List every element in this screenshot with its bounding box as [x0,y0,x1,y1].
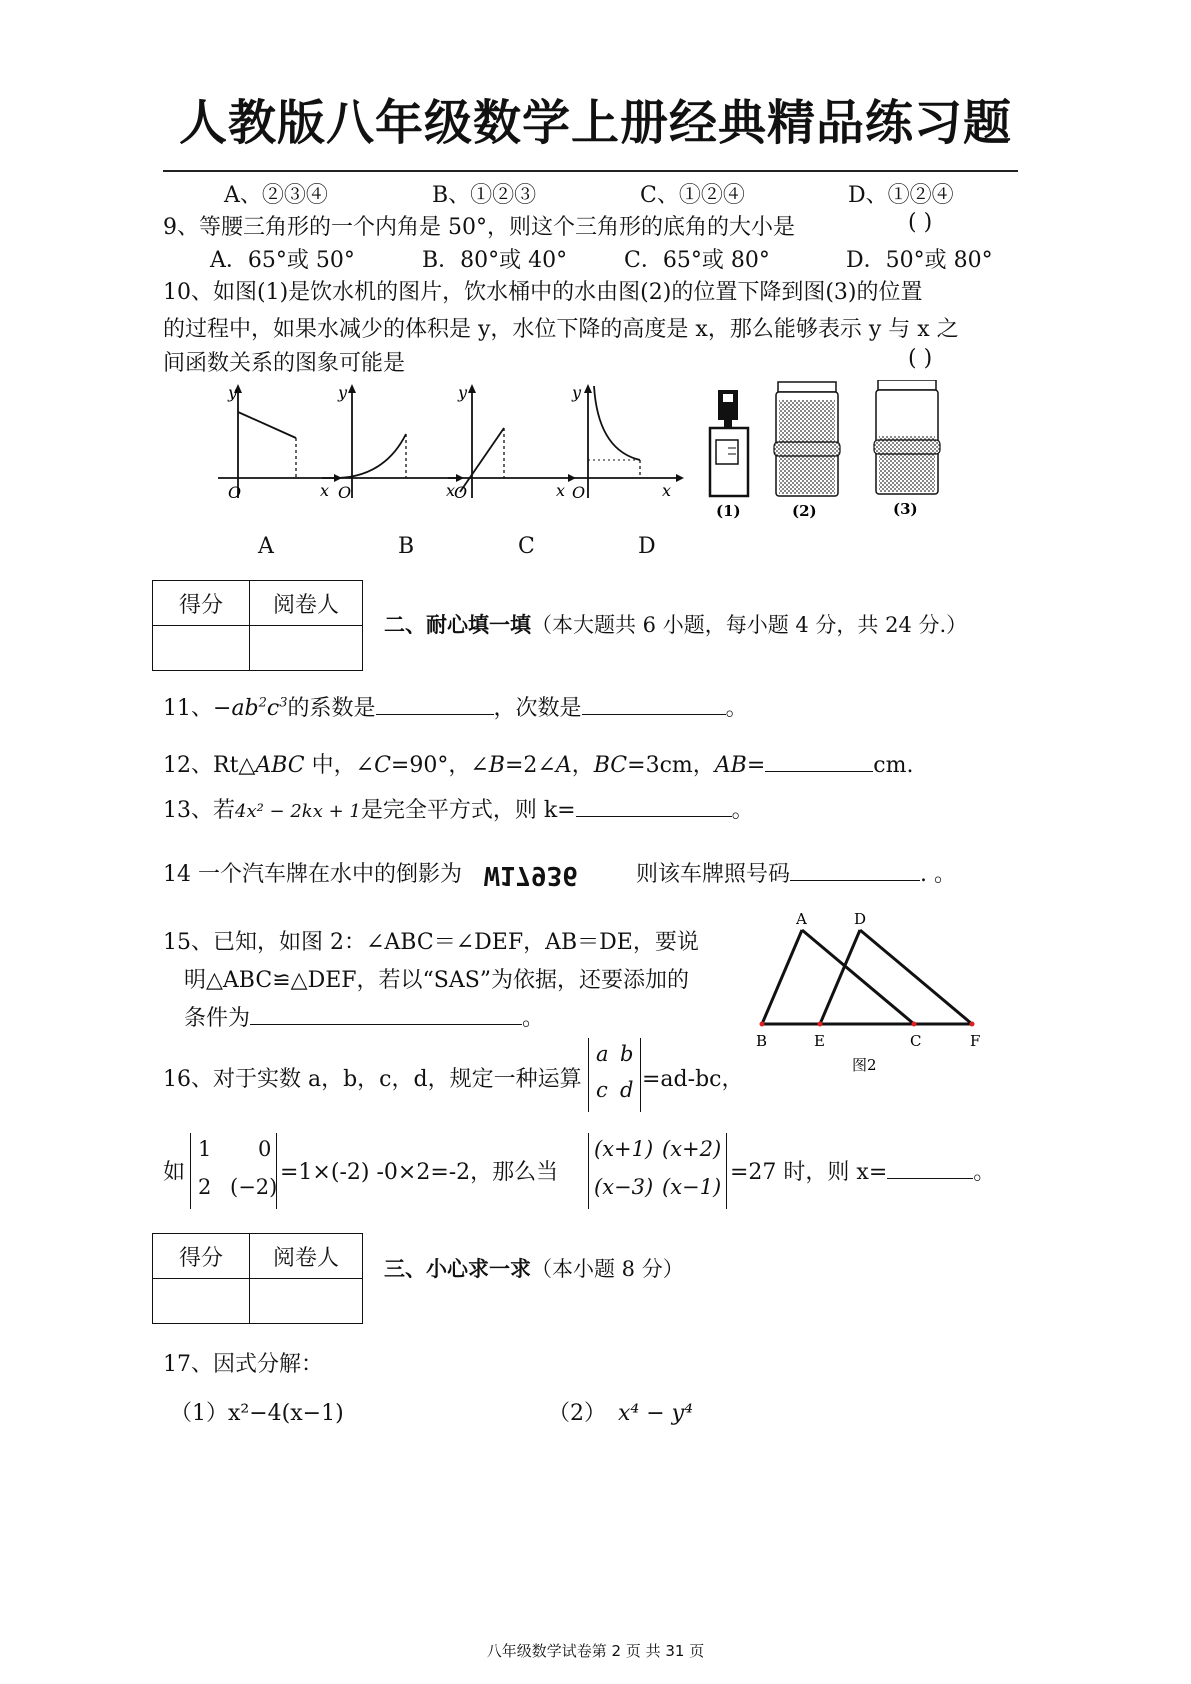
det-def-d: d [620,1078,634,1102]
graph-b-origin: O [338,483,352,502]
section2-note: （本大题共 6 小题，每小题 4 分，共 24 分.） [531,613,968,637]
q10-line1: 10、如图(1)是饮水机的图片，饮水桶中的水由图(2)的位置下降到图(3)的位置 [163,280,923,305]
q11-c: c [266,696,280,721]
q11-number: 11、 [163,696,213,721]
q12-t6: = [746,753,766,778]
section3-note: （本小题 8 分） [531,1257,684,1281]
graph-c-caption: C [518,534,535,559]
q11-text1: 的系数是 [287,696,376,721]
q11-text2: ，次数是 [493,696,582,721]
q16-text3: 如 [163,1160,186,1185]
q14-text2: 则该车牌照号码 [636,862,791,887]
q17-part2-number: （2） [548,1401,606,1426]
q10-line2: 的过程中，如果水减少的体积是 y，水位下降的高度是 x，那么能够表示 y 与 x 之 [163,317,959,342]
reflected-plate: W17936 [484,860,578,890]
fig2-label-b: B [756,1032,768,1050]
fig1-label: (1) [716,502,741,520]
q16-end: 。 [973,1160,996,1185]
graph-d-origin: O [572,483,586,502]
q12-bc: BC [593,753,628,778]
score-box-section3 [152,1233,363,1324]
q10-answer-paren: ( ) [908,346,933,371]
q15-line3 [184,1001,544,1032]
fig2-label-c: C [910,1032,922,1050]
score-header: 得分 [153,581,250,626]
q9-option-c: C．65°或 80° [624,248,770,273]
det-def-c: c [596,1078,608,1102]
q16-text5: =27 时，则 x= [730,1160,888,1185]
fig2-label-d: D [854,910,867,928]
q12-c: C [374,753,391,778]
q16-text1: 16、对于实数 a，b，c，d，规定一种运算 [163,1067,582,1092]
graph-c-x-label: x [556,481,566,500]
title-rule [163,170,1018,172]
q12-b: B [488,753,505,778]
score-box-section2 [152,580,363,671]
det-ex-12: 0 [258,1137,272,1161]
q16-text4: =1×(-2) -0×2=-2，那么当 [280,1160,559,1185]
fig2-caption: 图2 [852,1056,877,1074]
q8-option-d: D、①②④ [848,183,954,208]
q17-part1: （1）x²−4(x−1) [170,1401,344,1426]
q15-line1: 15、已知，如图 2：∠ABC＝∠DEF，AB＝DE，要说 [163,930,699,955]
grader-cell [250,1279,363,1324]
graph-b-caption: B [398,534,415,559]
q16-tail [730,1155,995,1186]
grader-header: 阅卷人 [250,1234,363,1279]
graph-a [218,383,342,502]
q13-number: 13、若 [163,798,235,823]
graph-a-caption: A [258,534,274,559]
det-def-a: a [596,1042,609,1066]
q11-blank2[interactable] [582,696,726,715]
q12-number: 12、 [163,753,213,778]
graph-c-y-label: y [458,383,468,402]
q8-option-b: B、①②③ [432,183,537,208]
q9-option-d: D．50°或 80° [846,248,993,273]
score-cell [153,1279,250,1324]
q12-blank[interactable] [765,753,873,772]
q13-blank[interactable] [576,798,732,817]
figure-2-triangles [748,906,998,1076]
det-ex-22: (−2) [230,1175,278,1199]
q11-neg: − [213,696,232,721]
fig2-label-e: E [814,1032,825,1050]
q15-blank[interactable] [250,1006,522,1025]
det-def-b: b [620,1042,634,1066]
q9-answer-paren: ( ) [908,210,933,235]
graph-c [448,383,576,502]
determinant-example [190,1133,276,1209]
q16-blank[interactable] [887,1160,973,1179]
q10-figures [210,380,1010,520]
q12-a: A [555,753,572,778]
q13 [163,793,754,824]
determinant-question [588,1133,726,1209]
q11-end: 。 [725,696,748,721]
det-q-11: (x+1) [594,1137,654,1161]
det-q-12: (x+2) [662,1137,722,1161]
q16-text2: =ad-bc， [642,1067,744,1092]
graph-b-y-label: y [338,383,348,402]
fig2-label-f: F [970,1032,981,1050]
q17-part2 [548,1396,693,1427]
det-ex-21: 2 [198,1175,212,1199]
page-footer: 八年级数学试卷第 2 页 共 31 页 [486,1642,705,1660]
page-title: 人教版八年级数学上册经典精品练习题 [178,95,1012,151]
q11-exp3: 3 [279,695,288,711]
q11-ab: ab [231,696,259,721]
det-q-21: (x−3) [594,1175,654,1199]
graph-a-x-label: x [320,481,330,500]
graph-a-origin: O [228,483,242,502]
graph-b-x-label: x [446,481,456,500]
fig3-label: (3) [893,500,918,518]
q14 [163,857,956,890]
grader-cell [250,626,363,671]
q12-t1: 中，∠ [304,753,375,778]
q13-end: 。 [731,798,754,823]
q12-t4: ， [571,753,594,778]
bucket-full-figure [774,382,840,520]
q12 [163,748,913,779]
q12-ab: AB [714,753,747,778]
q12-t3: =2∠ [504,753,556,778]
q15-end: 。 [522,1006,545,1031]
q9-option-b: B．80°或 40° [422,248,568,273]
q11-exp2: 2 [258,695,267,711]
q12-unit: cm. [873,753,914,778]
graph-d-x-label: x [662,481,672,500]
det-q-22: (x−1) [662,1175,722,1199]
score-cell [153,626,250,671]
bucket-low-figure [874,380,940,518]
q12-t5: =3cm， [627,753,715,778]
fig2-label-a: A [796,910,807,928]
water-dispenser-figure [710,390,748,520]
section3-title: 三、小心求一求 [384,1257,531,1281]
section3-heading [384,1253,684,1283]
q11 [163,691,748,722]
q11-blank1[interactable] [376,696,494,715]
section2-heading [384,609,967,639]
q9-option-a: A．65°或 50° [210,248,355,273]
q12-t2: =90°，∠ [390,753,489,778]
graph-d-y-label: y [572,383,582,402]
q15-text: 条件为 [184,1006,251,1031]
graph-d-caption: D [638,534,656,559]
graph-d [568,383,684,502]
q10-line3: 间函数关系的图象可能是 [163,351,406,376]
grader-header: 阅卷人 [250,581,363,626]
det-ex-11: 1 [198,1137,212,1161]
q17-stem: 17、因式分解： [163,1352,323,1377]
q14-end: . 。 [920,862,957,887]
section2-title: 二、耐心填一填 [384,613,531,637]
q14-blank[interactable] [790,862,920,881]
graph-b [322,383,464,502]
q8-option-c: C、①②④ [640,183,745,208]
q8-option-a: A、②③④ [224,183,328,208]
score-header: 得分 [153,1234,250,1279]
graph-a-y-label: y [228,383,238,402]
q15-line2: 明△ABC≌△DEF，若以“SAS”为依据，还要添加的 [184,968,690,993]
determinant-def [588,1038,640,1112]
graph-c-origin: O [454,483,468,502]
q12-rt: Rt△ [213,753,256,778]
q9-stem: 9、等腰三角形的一个内角是 50°，则这个三角形的底角的大小是 [163,215,795,240]
q14-text1: 14 一个汽车牌在水中的倒影为 [163,862,462,887]
q13-text: 是完全平方式，则 k= [360,798,576,823]
q17-part2-expr: x⁴ − y⁴ [618,1401,693,1426]
q12-abc: ABC [255,753,305,778]
fig2-label: (2) [792,502,817,520]
q13-expr: 4x² − 2kx + 1 [235,801,361,822]
